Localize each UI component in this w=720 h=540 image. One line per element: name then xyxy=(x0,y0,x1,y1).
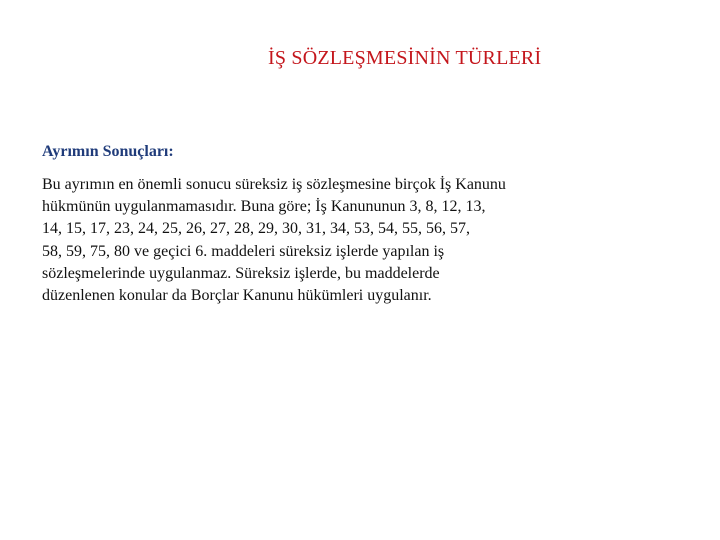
body-line: düzenlenen konular da Borçlar Kanunu hükümleri uygulanır. xyxy=(42,287,432,305)
body-line: 58, 59, 75, 80 ve geçici 6. maddeleri süreksiz işlerde yapılan iş xyxy=(42,242,445,260)
body-line: 14, 15, 17, 23, 24, 25, 26, 27, 28, 29, 30, 31, 34, 53, 54, 55, 56, 57, xyxy=(42,220,470,238)
body-line: Bu ayrımın en önemli sonucu süreksiz iş sözleşmesine birçok İş Kanunu xyxy=(42,176,506,193)
section-heading: Ayrımın Sonuçları: xyxy=(42,143,174,160)
body-line: hükmünün uygulanmamasıdır. Buna göre; İş Kanununun 3, 8, 12, 13, xyxy=(42,198,486,216)
body-paragraph xyxy=(42,174,642,307)
slide-title: İŞ SÖZLEŞMESİNİN TÜRLERİ xyxy=(268,47,542,69)
body-line: sözleşmelerinde uygulanmaz. Süreksiz işlerde, bu maddelerde xyxy=(42,264,440,282)
